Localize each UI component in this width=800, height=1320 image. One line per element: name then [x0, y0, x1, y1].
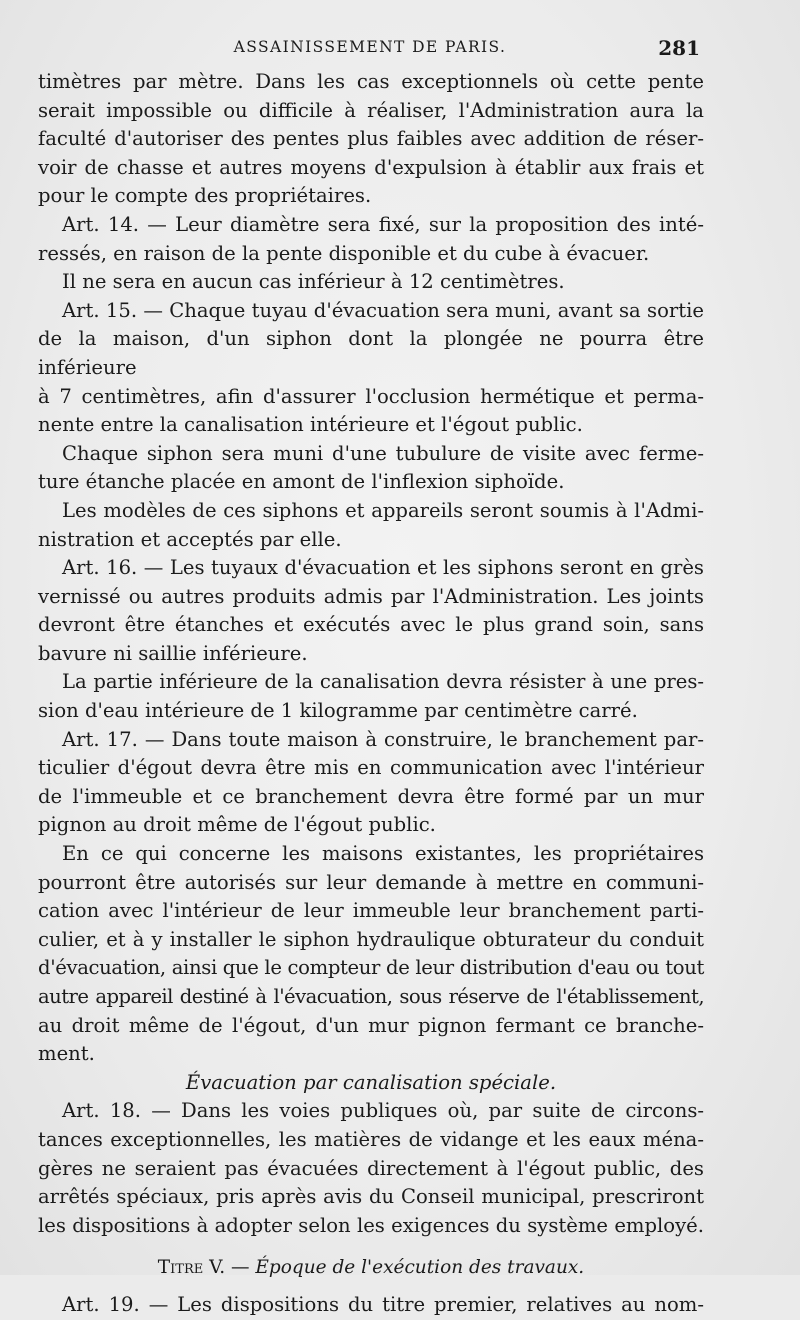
article-16: Art. 16. — Les tuyaux d'évacuation et les siphons seront en grès — [62, 556, 704, 580]
text-line: les dispositions à adopter selon les exigences du système employé. — [38, 1213, 704, 1237]
running-head: ASSAINISSEMENT DE PARIS. — [233, 38, 507, 56]
text-line: à 7 centimètres, afin d'assurer l'occlusion hermétique et perma- — [38, 384, 704, 408]
text-line: de l'immeuble et ce branchement devra être formé par un mur — [38, 784, 704, 808]
text-line: culier, et à y installer le siphon hydraulique obturateur du conduit — [38, 927, 704, 951]
text-line: timètres par mètre. Dans les cas exceptionnels où cette pente — [38, 70, 704, 93]
article-19: Art. 19. — Les dispositions du titre premier, relatives au nom- — [62, 1292, 704, 1316]
text-line: pignon au droit même de l'égout public. — [38, 813, 436, 837]
text-line: devront être étanches et exécutés avec le plus grand soin, sans — [38, 613, 704, 637]
text-line: faculté d'autoriser des pentes plus faibles avec addition de réser- — [38, 127, 704, 151]
text-line: ressés, en raison de la pente disponible et du cube à évacuer. — [38, 241, 650, 265]
page-header — [40, 36, 700, 60]
article-17: Art. 17. — Dans toute maison à construire, le branchement par- — [62, 727, 704, 751]
text-line: nente entre la canalisation intérieure et l'égout public. — [38, 413, 583, 437]
page-body — [38, 68, 704, 1320]
text-line: gères ne seraient pas évacuées directement à l'égout public, des — [38, 1156, 704, 1180]
text-line: ment. — [38, 1042, 95, 1066]
text-line: pourront être autorisés sur leur demande à mettre en communi- — [38, 870, 704, 894]
text-line: pour le compte des propriétaires. — [38, 184, 372, 208]
title-label: Titre V. — [157, 1257, 226, 1279]
title-text: Époque de l'exécution des travaux. — [255, 1257, 585, 1279]
text-line: sion d'eau intérieure de 1 kilogramme par centimètre carré. — [38, 699, 638, 723]
section-heading: Évacuation par canalisation spéciale. — [185, 1070, 557, 1094]
text-line: tances exceptionnelles, les matières de vidange et les eaux ména- — [38, 1127, 704, 1151]
page-number: 281 — [658, 36, 700, 60]
text-line: vernissé ou autres produits admis par l'Administration. Les joints — [38, 584, 704, 608]
article-14: Art. 14. — Leur diamètre sera fixé, sur la proposition des inté- — [62, 212, 704, 236]
article-15: Art. 15. — Chaque tuyau d'évacuation sera muni, avant sa sortie — [62, 298, 704, 322]
text-line: voir de chasse et autres moyens d'expulsion à établir aux frais et — [38, 155, 704, 179]
title-dash: — — [225, 1257, 256, 1279]
text-line: ticulier d'égout devra être mis en communication avec l'intérieur — [38, 756, 704, 780]
text-line: bavure ni saillie inférieure. — [38, 641, 308, 665]
article-18: Art. 18. — Dans les voies publiques où, par suite de circons- — [62, 1099, 704, 1123]
text-line: cation avec l'intérieur de leur immeuble leur branchement parti- — [38, 899, 704, 923]
text-line: d'évacuation, ainsi que le compteur de leur distribution d'eau ou tout — [38, 956, 704, 980]
text-line: En ce qui concerne les maisons existantes, les propriétaires — [62, 842, 704, 866]
text-line: serait impossible ou difficile à réaliser, l'Administration aura la — [38, 98, 704, 122]
text-line: ture étanche placée en amont de l'inflexion siphoïde. — [38, 470, 565, 494]
text-line: La partie inférieure de la canalisation devra résister à une pres- — [62, 670, 704, 694]
text-line: Chaque siphon sera muni d'une tubulure de visite avec ferme- — [62, 441, 704, 465]
text-line: de la maison, d'un siphon dont la plongée ne pourra être inférieure — [38, 327, 704, 379]
text-line: Il ne sera en aucun cas inférieur à 12 centimètres. — [62, 270, 565, 294]
title-heading — [38, 1254, 704, 1283]
text-line: Les modèles de ces siphons et appareils seront soumis à l'Admi- — [62, 498, 704, 522]
text-line: arrêtés spéciaux, pris après avis du Conseil municipal, prescriront — [38, 1185, 704, 1209]
text-line: au droit même de l'égout, d'un mur pignon fermant ce branche- — [38, 1013, 704, 1037]
text-line: autre appareil destiné à l'évacuation, sous réserve de l'établissement, — [38, 985, 704, 1008]
text-line: nistration et acceptés par elle. — [38, 527, 342, 551]
